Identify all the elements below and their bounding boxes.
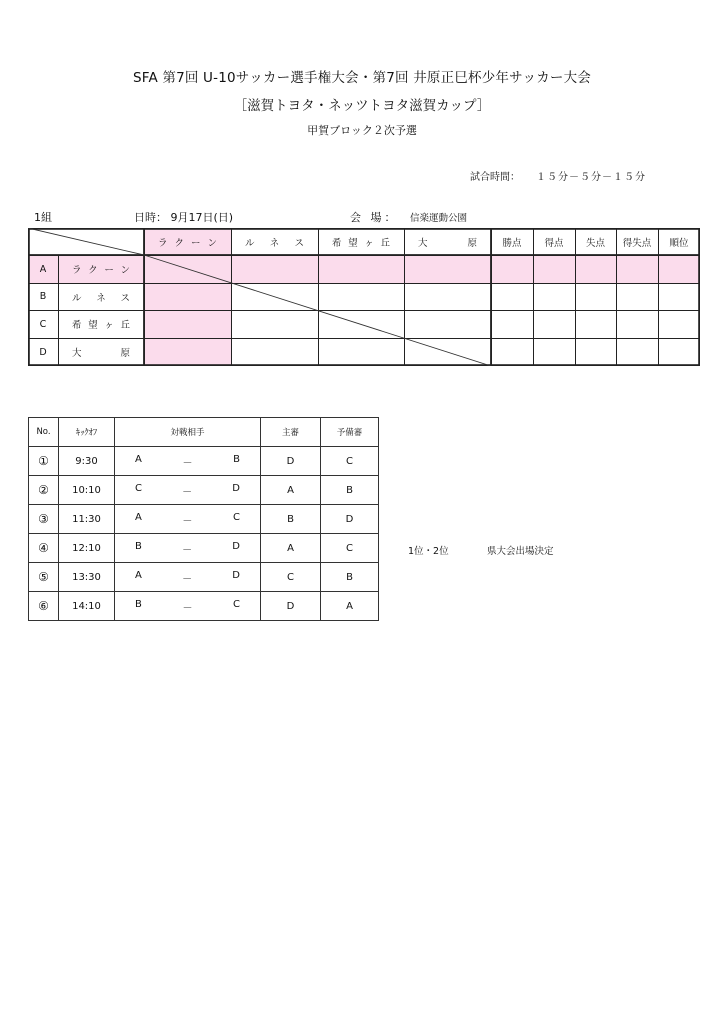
- schedule-row: [29, 534, 379, 563]
- kickoff-time: 13:30: [59, 563, 115, 592]
- header-team-2-char: 丘: [380, 237, 390, 249]
- kickoff-time: 12:10: [59, 534, 115, 563]
- row-team-D-char: 原: [120, 348, 130, 359]
- match-no: ⑥: [29, 592, 59, 621]
- reserve-referee: A: [321, 592, 379, 621]
- schedule-row: [29, 563, 379, 592]
- schedule-row: [29, 505, 379, 534]
- row-team-B-char: ル: [72, 292, 82, 304]
- header-reserve: 予備審: [321, 418, 379, 447]
- match-opponents: [115, 447, 261, 476]
- referee: D: [261, 447, 321, 476]
- date-label: 日時： 9月17日(日): [134, 211, 234, 224]
- row-letter-D: D: [39, 346, 47, 358]
- versus-separator: －: [182, 486, 193, 498]
- header-team-1-char: ル: [245, 237, 255, 249]
- reserve-referee: C: [321, 534, 379, 563]
- row-team-B-char: ネ: [96, 292, 106, 304]
- match-no: ③: [29, 505, 59, 534]
- reserve-referee: B: [321, 476, 379, 505]
- versus-separator: －: [182, 573, 193, 585]
- versus-separator: －: [182, 515, 193, 527]
- header-kickoff: ｷｯｸｵﾌ: [59, 418, 115, 447]
- versus-separator: －: [182, 457, 193, 469]
- row-team-C-char: ヶ: [104, 320, 114, 331]
- match-opponents: [115, 505, 261, 534]
- header-team-3-char: 原: [467, 237, 477, 249]
- referee: A: [261, 476, 321, 505]
- match-time: [470, 168, 646, 183]
- row-team-A-char: ク: [88, 265, 98, 276]
- kickoff-time: 11:30: [59, 505, 115, 534]
- match-time-value: １５分－５分－１５分: [536, 172, 646, 183]
- stat-header-1: 得点: [544, 237, 564, 249]
- referee: B: [261, 505, 321, 534]
- match-opponents: [115, 563, 261, 592]
- header-team-0-char: ン: [207, 237, 217, 249]
- row-team-C-char: 希: [72, 320, 82, 331]
- row-team-A-char: ー: [104, 265, 114, 276]
- match-no: ⑤: [29, 563, 59, 592]
- kickoff-time: 9:30: [59, 447, 115, 476]
- home-team: B: [135, 598, 142, 610]
- reserve-referee: B: [321, 563, 379, 592]
- header-team-3-char: 大: [418, 237, 428, 249]
- match-no: ②: [29, 476, 59, 505]
- schedule-row: [29, 592, 379, 621]
- row-team-C-char: 望: [88, 320, 98, 331]
- reserve-referee: C: [321, 447, 379, 476]
- home-team: C: [135, 482, 142, 494]
- title-line-3: 甲賀ブロック２次予選: [307, 124, 417, 137]
- venue-name: 信楽運動公園: [410, 213, 468, 224]
- title-line-1: SFA 第7回 U-10サッカー選手権大会・第7回 井原正巳杯少年サッカー大会: [132, 70, 592, 86]
- versus-separator: －: [182, 602, 193, 614]
- referee: D: [261, 592, 321, 621]
- header-referee: 主審: [261, 418, 321, 447]
- away-team: D: [232, 540, 240, 552]
- group-label: 1組: [34, 211, 52, 224]
- match-opponents: [115, 592, 261, 621]
- home-team: A: [135, 569, 142, 581]
- schedule-table: [28, 417, 379, 621]
- row-team-C-char: 丘: [120, 320, 130, 331]
- header-team-1-char: ス: [294, 237, 304, 249]
- venue-label: 会 場：: [350, 211, 399, 224]
- row-team-D-char: 大: [72, 348, 82, 359]
- header-team-2-char: ヶ: [364, 237, 374, 249]
- header-team-2-char: 望: [348, 237, 358, 249]
- away-team: D: [232, 482, 240, 494]
- kickoff-time: 14:10: [59, 592, 115, 621]
- header-team-0-char: ー: [190, 237, 201, 249]
- schedule-row: [29, 447, 379, 476]
- match-no: ④: [29, 534, 59, 563]
- header-team-1-char: ネ: [269, 237, 280, 249]
- referee: A: [261, 534, 321, 563]
- row-letter-B: B: [39, 291, 47, 302]
- row-letter-C: C: [39, 318, 47, 330]
- qualify-result: 県大会出場決定: [487, 546, 554, 557]
- header-team-0-char: ク: [174, 237, 184, 249]
- stat-header-4: 順位: [669, 237, 689, 249]
- reserve-referee: D: [321, 505, 379, 534]
- qualify-positions: 1位・2位: [408, 546, 449, 557]
- stat-header-3: 得失点: [622, 237, 652, 249]
- stat-header-2: 失点: [585, 237, 605, 249]
- header-team-2-char: 希: [332, 237, 342, 249]
- row-team-B-char: ス: [120, 292, 130, 304]
- match-opponents: [115, 476, 261, 505]
- home-team: A: [135, 453, 142, 465]
- schedule-header-row: [29, 418, 379, 447]
- kickoff-time: 10:10: [59, 476, 115, 505]
- versus-separator: －: [182, 544, 193, 556]
- row-team-A-char: ン: [120, 265, 130, 276]
- away-team: C: [233, 511, 240, 523]
- match-opponents: [115, 534, 261, 563]
- home-team: A: [135, 511, 142, 523]
- header-no: No.: [29, 418, 59, 447]
- match-no: ①: [29, 447, 59, 476]
- schedule-row: [29, 476, 379, 505]
- row-letter-A: A: [39, 263, 47, 275]
- league-grid-lines: [28, 228, 700, 366]
- away-team: D: [232, 569, 240, 581]
- header-team-0-char: ラ: [158, 237, 168, 249]
- match-time-label: 試合時間：: [470, 172, 520, 183]
- away-team: C: [233, 598, 240, 610]
- away-team: B: [233, 453, 240, 465]
- stat-header-0: 勝点: [502, 237, 522, 249]
- league-table: [28, 228, 700, 366]
- title-line-2: ［滋賀トヨタ・ネッツトヨタ滋賀カップ］: [233, 98, 491, 114]
- row-team-A-char: ラ: [72, 265, 82, 276]
- header-opponents: 対戦相手: [115, 418, 261, 447]
- home-team: B: [135, 540, 142, 552]
- referee: C: [261, 563, 321, 592]
